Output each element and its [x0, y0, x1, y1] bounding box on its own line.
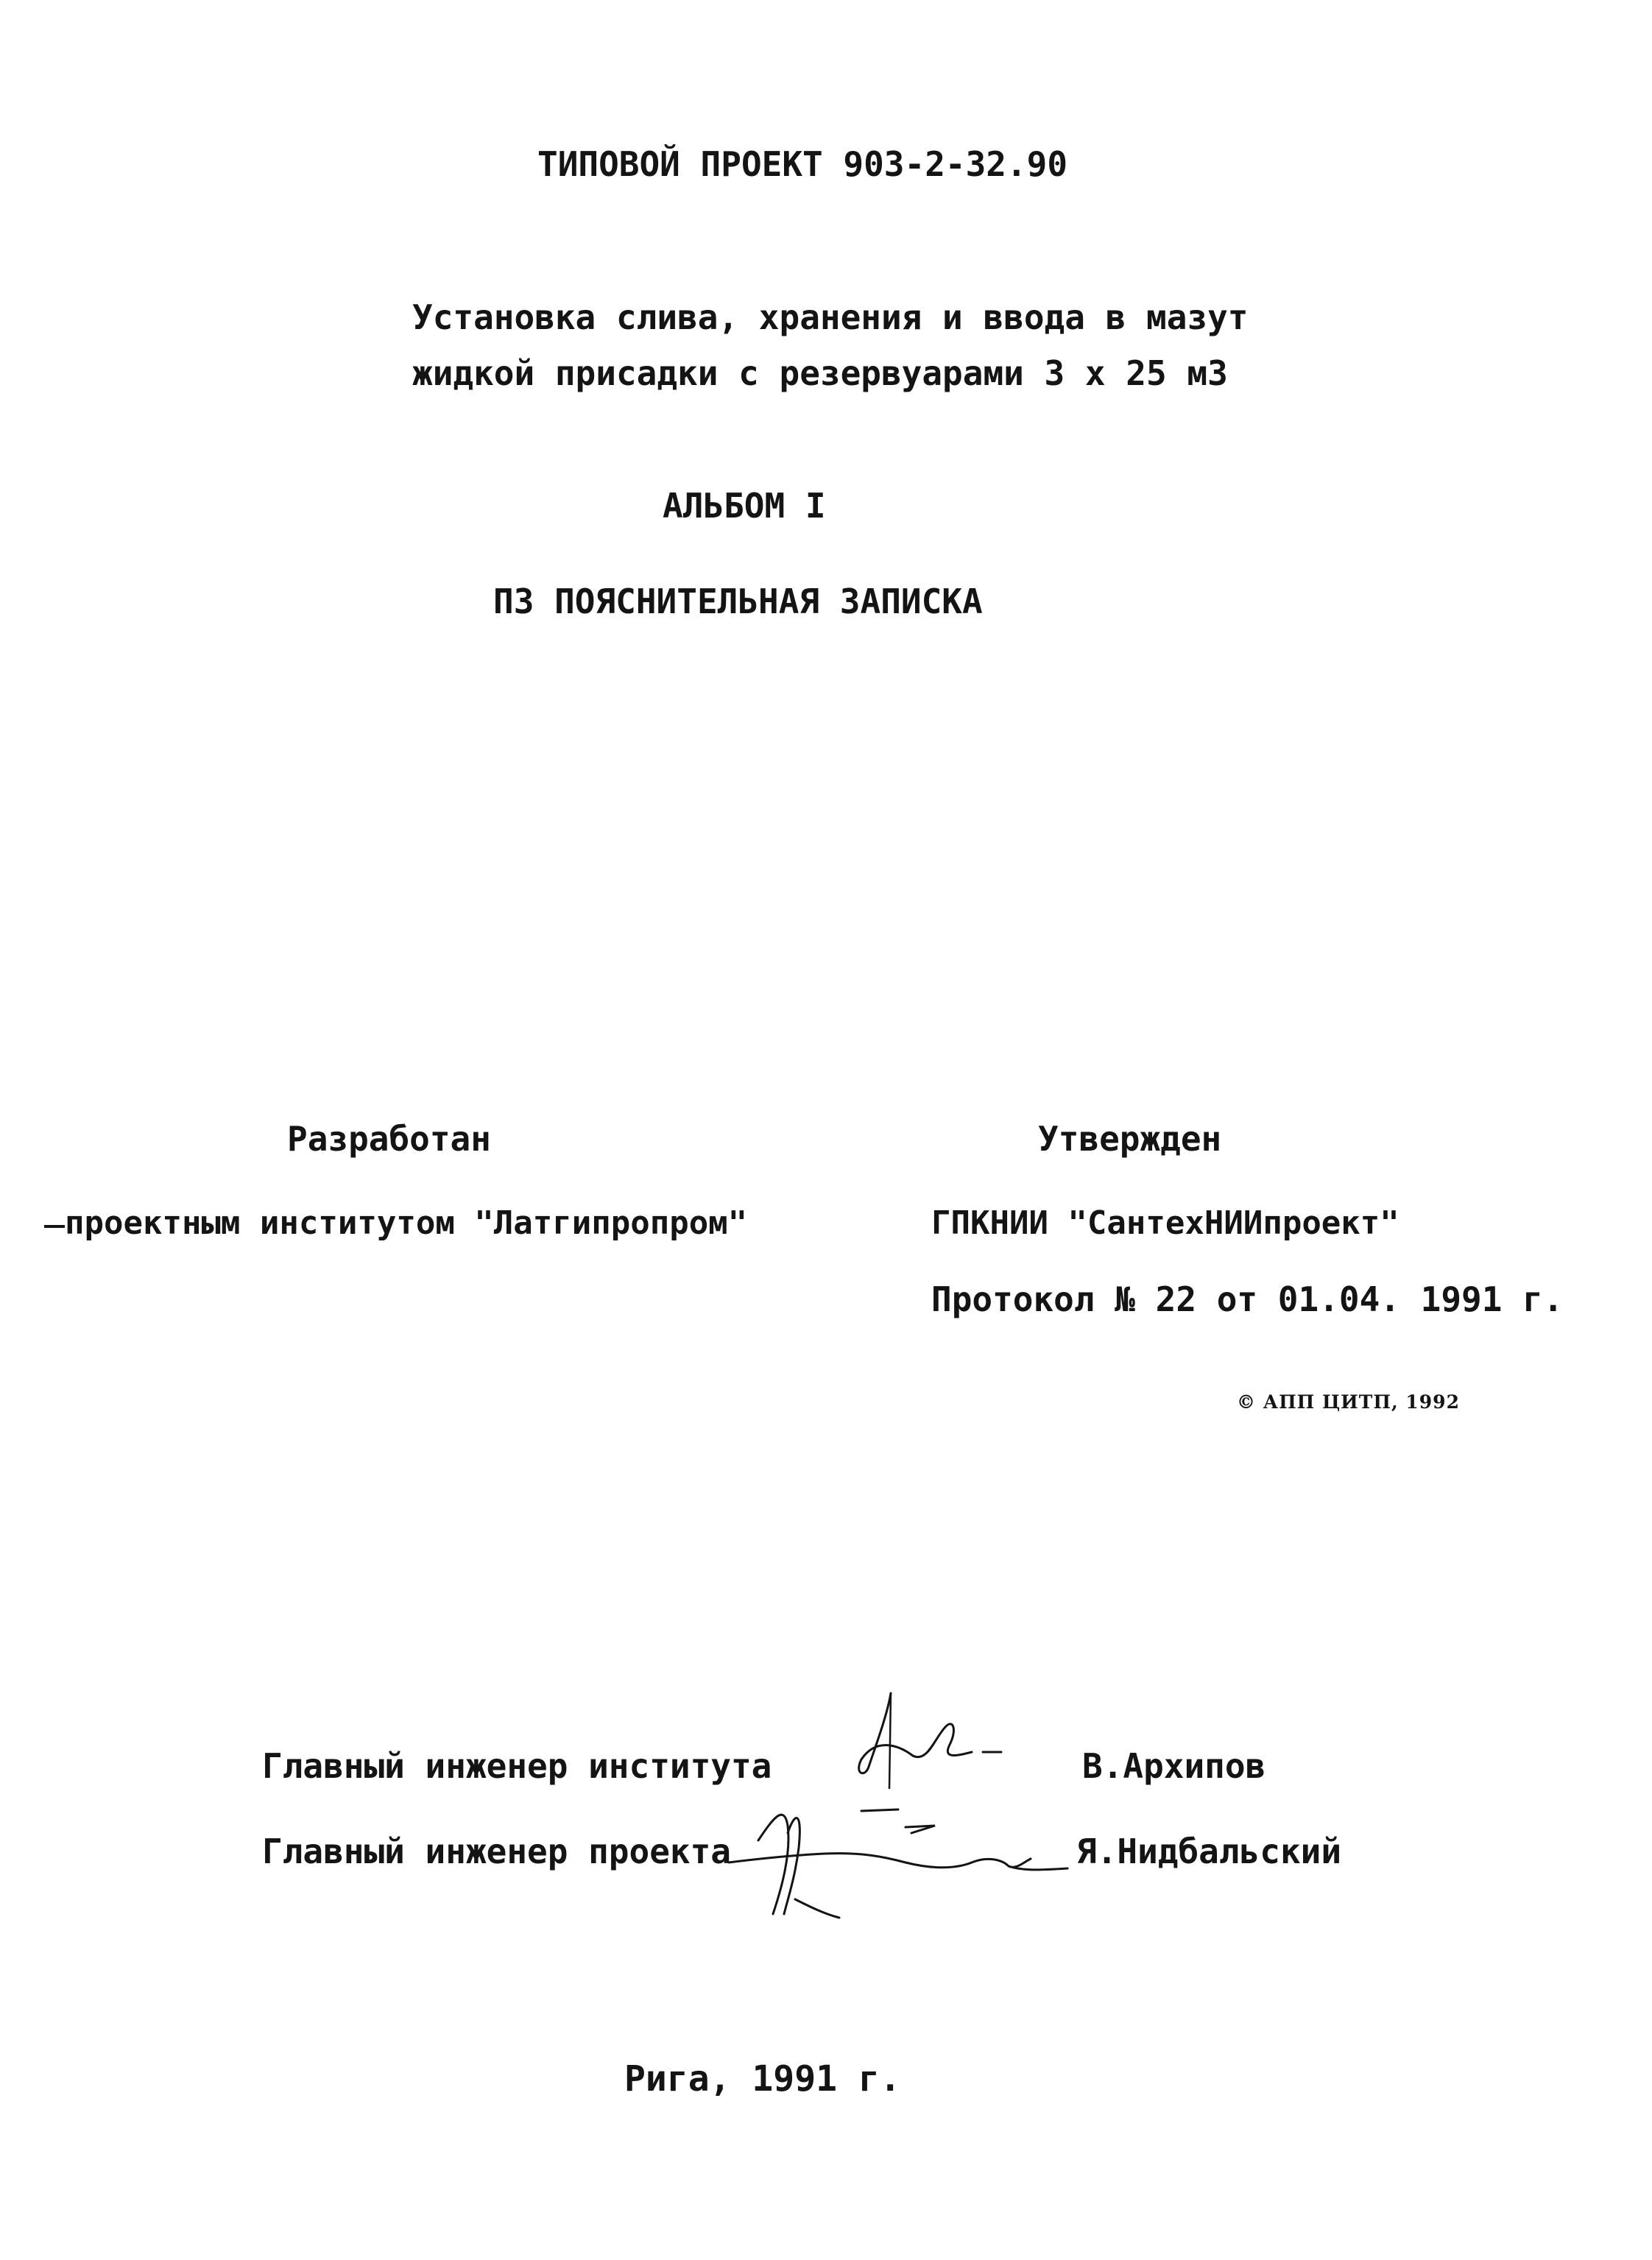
chief-engineer-project-name: Я.Нидбальский	[1076, 1832, 1342, 1871]
chief-engineer-institute-name: В.Архипов	[1082, 1746, 1266, 1786]
document-title: ТИПОВОЙ ПРОЕКТ 903-2-32.90	[537, 144, 1068, 184]
copyright-note: © АПП ЦИТП, 1992	[1237, 1391, 1460, 1413]
signature-nidbalsky	[714, 1789, 1082, 1921]
section-title: ПЗ ПОЯСНИТЕЛЬНАЯ ЗАПИСКА	[493, 582, 983, 621]
subtitle-line-1: Установка слива, хранения и ввода в мазут	[412, 297, 1249, 337]
album-label: АЛЬБОМ I	[663, 486, 826, 526]
chief-engineer-institute-label: Главный инженер института	[262, 1746, 772, 1786]
dash-mark	[44, 1225, 65, 1228]
approved-protocol: Протокол № 22 от 01.04. 1991 г.	[931, 1279, 1564, 1319]
developed-by: проектным институтом "Латгипропром"	[65, 1204, 748, 1242]
approved-heading: Утвержден	[1038, 1119, 1222, 1159]
chief-engineer-project-label: Главный инженер проекта	[262, 1832, 731, 1871]
approved-org: ГПКНИИ "СантехНИИпроект"	[931, 1204, 1399, 1242]
subtitle-line-2: жидкой присадки с резервуарами 3 х 25 м3	[412, 353, 1228, 393]
developed-heading: Разработан	[287, 1119, 491, 1159]
city-year: Рига, 1991 г.	[624, 2058, 901, 2100]
